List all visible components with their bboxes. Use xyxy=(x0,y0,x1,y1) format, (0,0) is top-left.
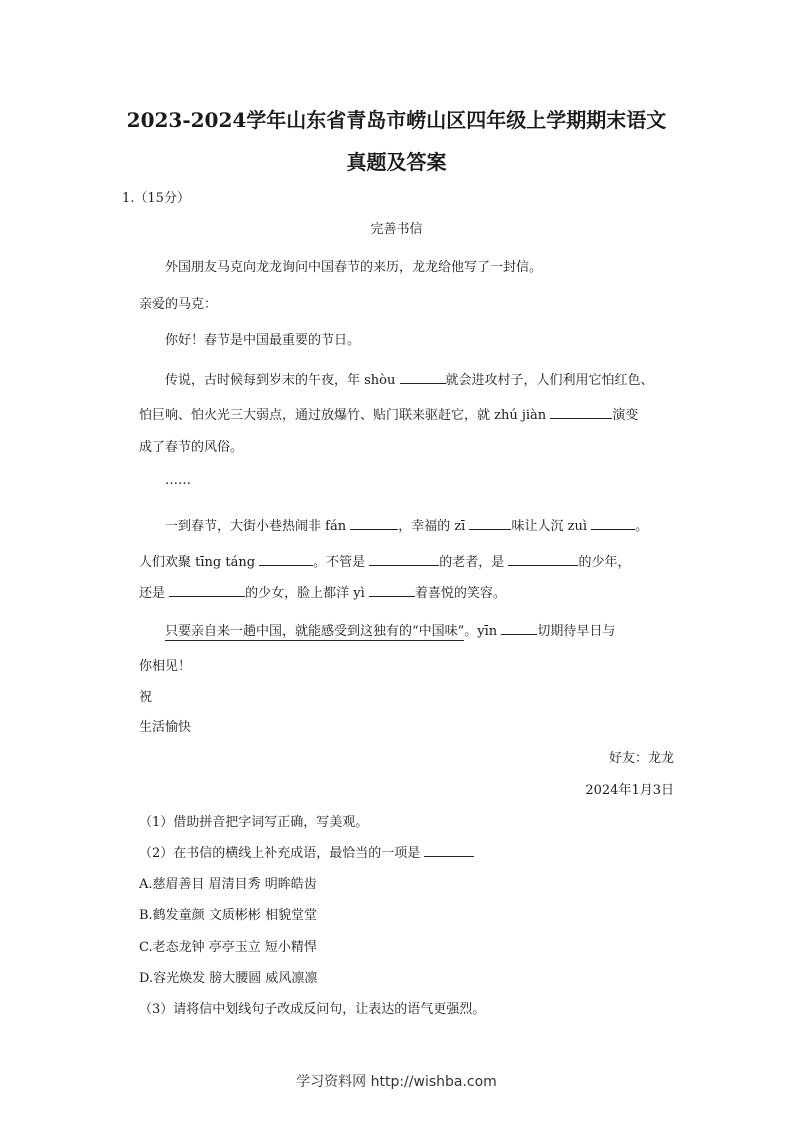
answer-blank[interactable] xyxy=(350,515,398,530)
text-segment: ，幸福的 zī xyxy=(398,519,470,534)
text-segment: （2）在书信的横线上补充成语，最恰当的一项是 xyxy=(139,846,425,861)
text-segment: 。 xyxy=(635,519,649,534)
text-segment: 。yīn xyxy=(464,624,502,639)
paragraph-2-line-1 xyxy=(165,515,648,534)
letter-intro: 外国朋友马克向龙龙询问中国春节的来历，龙龙给他写了一封信。 xyxy=(165,260,543,275)
text-segment: 味让人沉 zuì xyxy=(511,519,592,534)
paragraph-2-line-3 xyxy=(139,582,506,601)
text-segment: 着喜悦的笑容。 xyxy=(414,586,506,601)
answer-blank[interactable] xyxy=(508,551,578,566)
letter-signature: 好友：龙龙 xyxy=(608,751,674,766)
text-segment: 人们欢聚 tīng táng xyxy=(139,555,260,570)
text-segment: 怕巨响、怕火光三大弱点，通过放爆竹、贴门联来驱赶它，就 zhú jiàn xyxy=(139,408,551,423)
text-segment: 。不管是 xyxy=(313,555,370,570)
underlined-sentence: 只要亲自来一趟中国，就能感受到这独有的“中国味” xyxy=(165,624,465,639)
paragraph-1-line-3: 成了春节的风俗。 xyxy=(139,440,244,455)
answer-blank[interactable] xyxy=(424,842,474,857)
paragraph-1-line-1 xyxy=(165,369,654,388)
answer-blank[interactable] xyxy=(369,582,415,597)
answer-blank[interactable] xyxy=(169,582,245,597)
option-d: D.容光焕发 膀大腰圆 威风凛凛 xyxy=(139,971,318,986)
paragraph-3-line-1 xyxy=(165,620,615,639)
answer-blank[interactable] xyxy=(591,515,635,530)
sub-question-2 xyxy=(139,842,474,861)
text-segment: 的少年， xyxy=(578,555,631,570)
answer-blank[interactable] xyxy=(369,551,439,566)
answer-blank[interactable] xyxy=(400,369,446,384)
paragraph-1-line-2 xyxy=(139,404,638,423)
answer-blank[interactable] xyxy=(469,515,511,530)
paragraph-3-line-2: 你相见！ xyxy=(139,659,192,674)
letter-date: 2024年1月3日 xyxy=(585,783,674,798)
text-segment: 的少女，脸上都洋 yì xyxy=(245,586,369,601)
sub-question-3: （3）请将信中划线句子改成反问句，让表达的语气更强烈。 xyxy=(139,1002,486,1017)
title-line-2: 真题及答案 xyxy=(346,150,447,174)
title-line-1: 2023-2024学年山东省青岛市崂山区四年级上学期期末语文 xyxy=(126,108,667,132)
text-segment: 演变 xyxy=(612,408,639,423)
text-segment: 就会进攻村子，人们利用它怕红色、 xyxy=(445,373,654,388)
closing-blessing: 生活愉快 xyxy=(139,720,192,735)
letter-salutation: 亲爱的马克： xyxy=(139,297,218,312)
sub-question-1: （1）借助拼音把字词写正确，写美观。 xyxy=(139,815,369,830)
paragraph-2-line-2 xyxy=(139,551,630,570)
answer-blank[interactable] xyxy=(550,404,612,419)
option-a: A.慈眉善目 眉清目秀 明眸皓齿 xyxy=(139,877,317,892)
text-segment: 传说，古时候每到岁末的午夜，年 shòu xyxy=(165,373,400,388)
letter-title: 完善书信 xyxy=(370,222,423,237)
question-number: 1.（15分） xyxy=(122,191,190,206)
text-segment: 切期待早日与 xyxy=(537,624,616,639)
letter-greeting: 你好！春节是中国最重要的节日。 xyxy=(165,333,361,348)
text-segment: 的老者，是 xyxy=(439,555,509,570)
text-segment: 还是 xyxy=(139,586,170,601)
option-b: B.鹤发童颜 文质彬彬 相貌堂堂 xyxy=(139,908,317,923)
text-segment: 一到春节，大街小巷热闹非 fán xyxy=(165,519,351,534)
answer-blank[interactable] xyxy=(259,551,313,566)
ellipsis: …… xyxy=(165,473,191,488)
option-c: C.老态龙钟 亭亭玉立 短小精悍 xyxy=(139,940,317,955)
footer-watermark: 学习资料网 http://wishba.com xyxy=(296,1074,497,1090)
answer-blank[interactable] xyxy=(501,620,537,635)
closing-wish: 祝 xyxy=(139,690,153,705)
